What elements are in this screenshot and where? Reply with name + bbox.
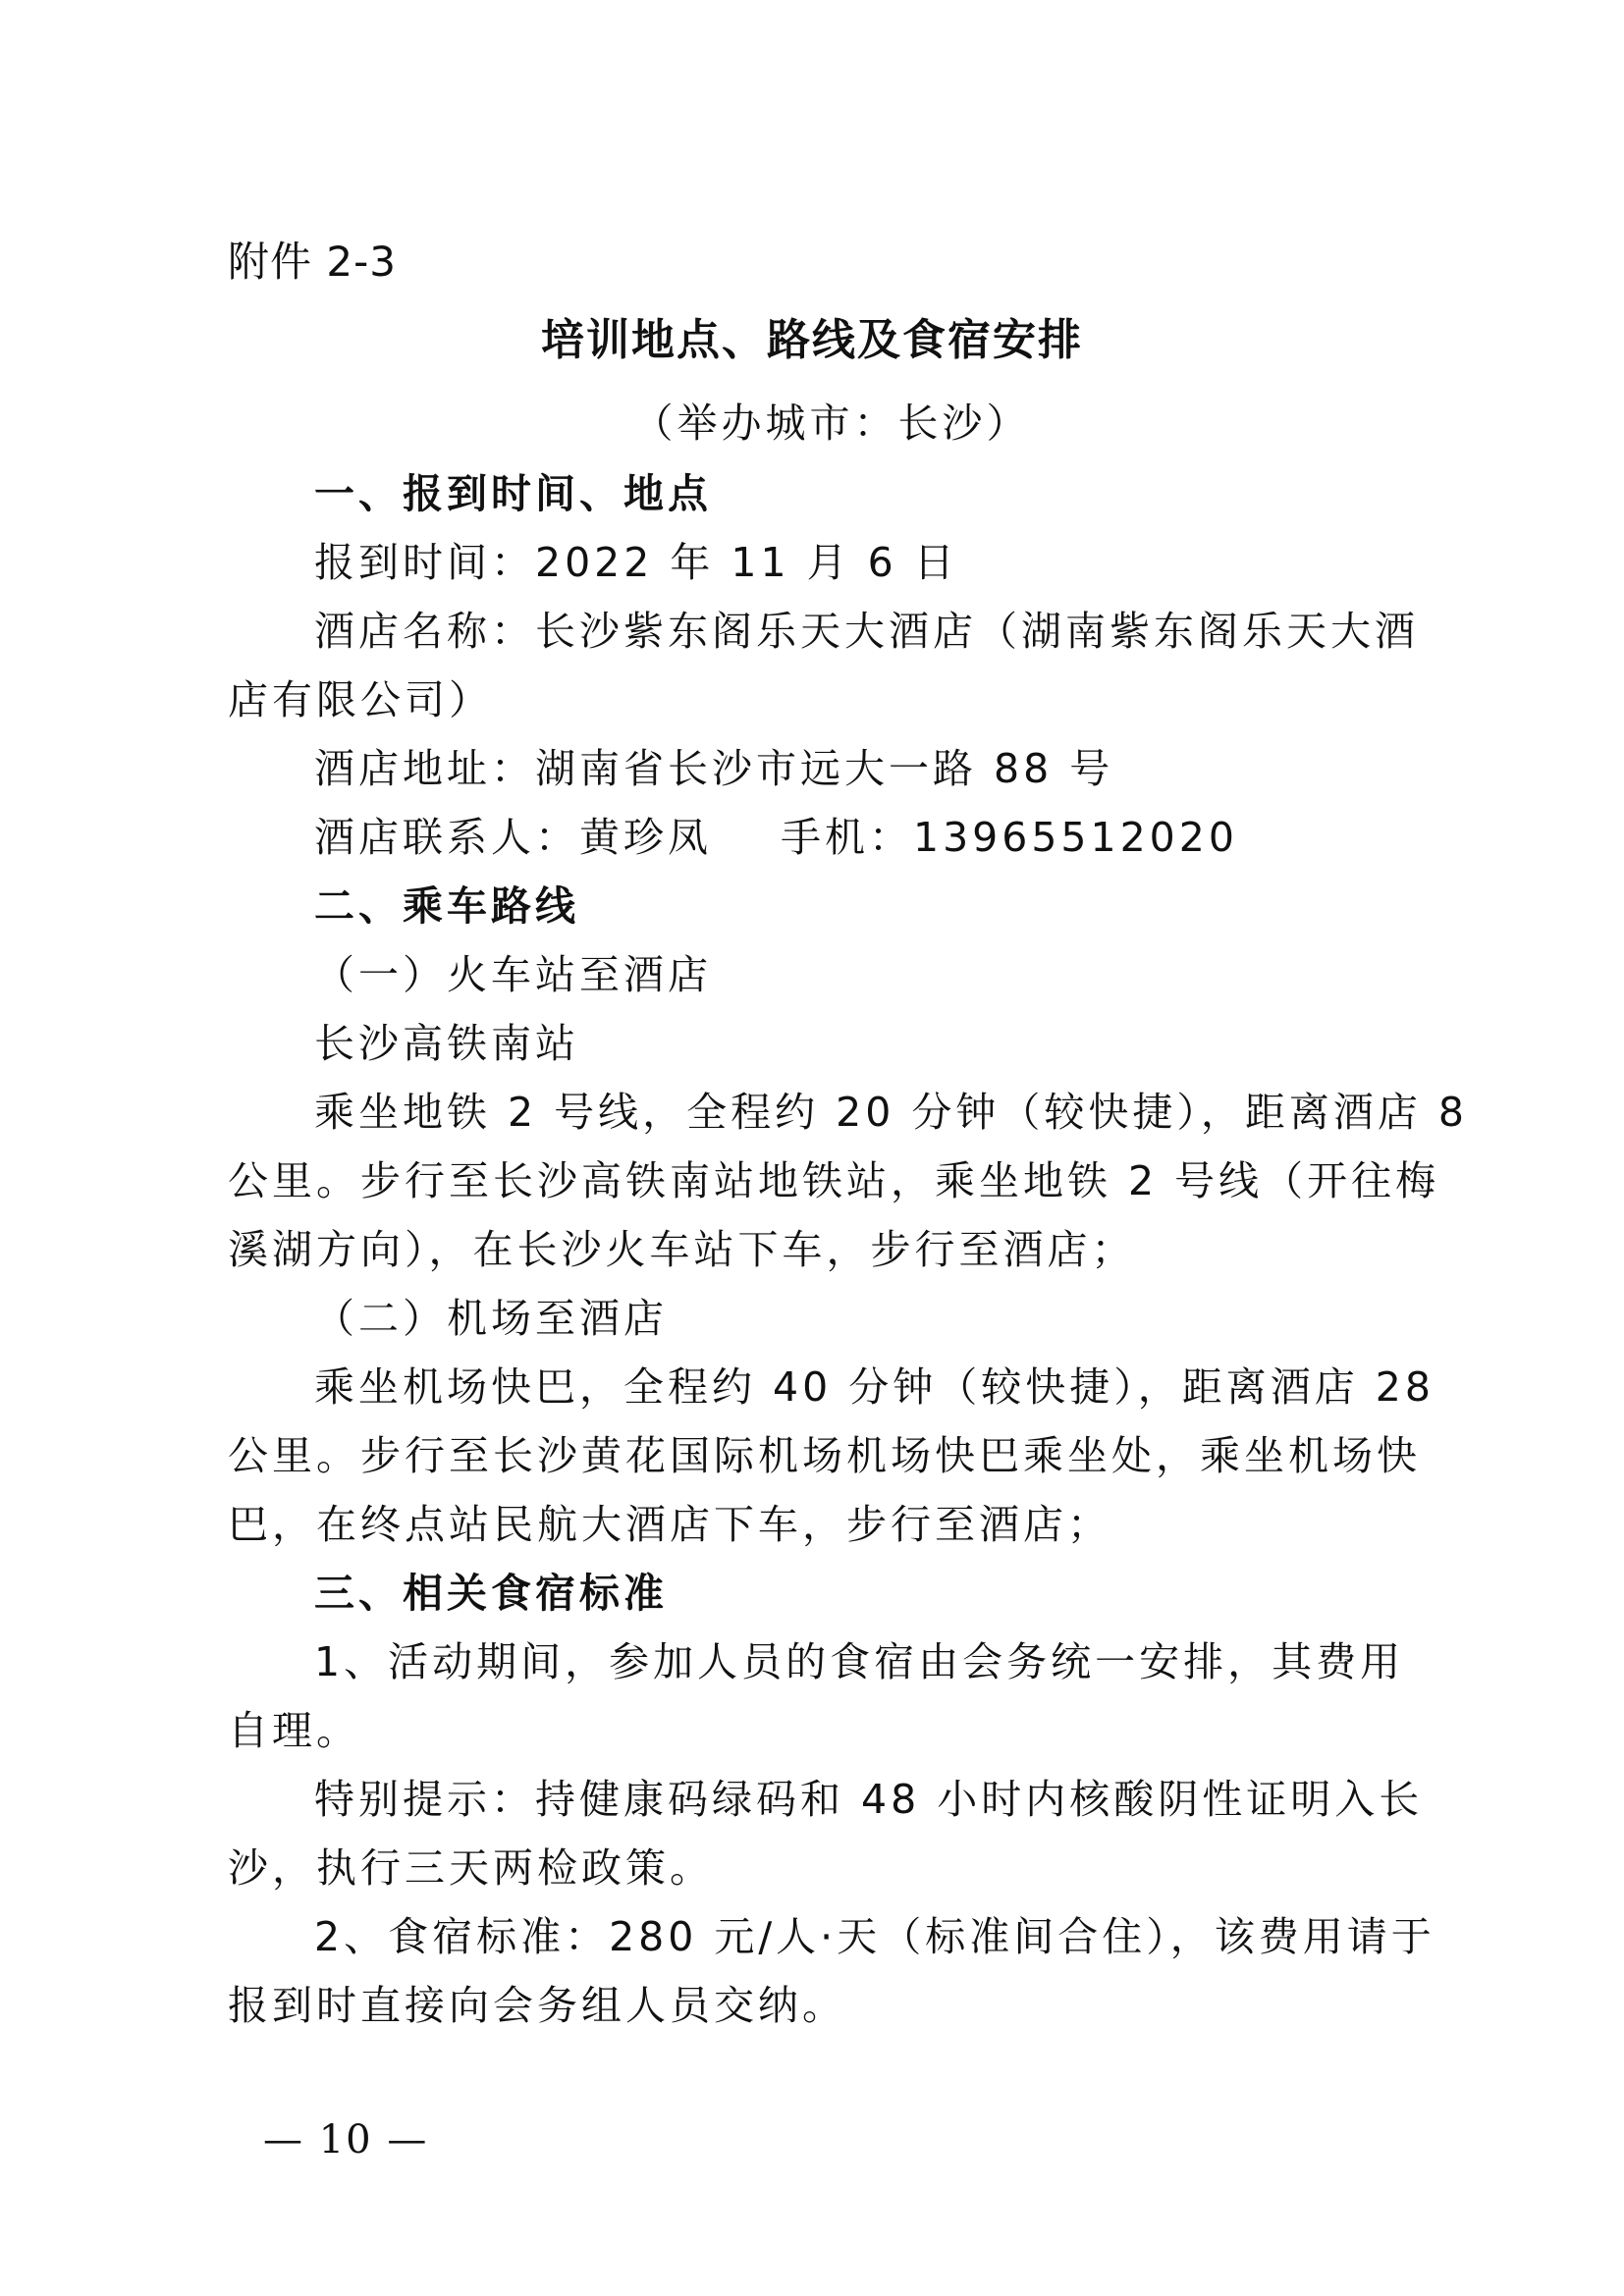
train-route-line3: 溪湖方向），在长沙火车站下车，步行至酒店； (228, 1226, 1136, 1273)
document-subtitle: （举办城市：长沙） (632, 400, 1031, 447)
meal-item1-line2: 自理。 (228, 1707, 360, 1754)
meal-item2-line2: 报到时直接向会务组人员交纳。 (228, 1982, 846, 2029)
train-route-line2: 公里。步行至长沙高铁南站地铁站，乘坐地铁 2 号线（开往梅 (228, 1157, 1440, 1204)
airport-route-line1: 乘坐机场快巴，全程约 40 分钟（较快捷），距离酒店 28 (314, 1363, 1435, 1411)
attachment-label: 附件 2-3 (228, 238, 397, 286)
meal-item1-line1: 1、活动期间，参加人员的食宿由会务统一安排，其费用 (314, 1638, 1405, 1685)
contact-person: 酒店联系人：黄珍凤 (314, 814, 712, 861)
meal-item2-line1: 2、食宿标准：280 元/人·天（标准间合住），该费用请于 (314, 1913, 1435, 1960)
hotel-address: 酒店地址：湖南省长沙市远大一路 88 号 (314, 745, 1114, 792)
airport-route-heading: （二）机场至酒店 (314, 1295, 668, 1342)
section1-heading: 一、报到时间、地点 (314, 470, 712, 517)
hotel-contact (314, 803, 1492, 872)
document-title: 培训地点、路线及食宿安排 (541, 315, 1083, 365)
train-station-name: 长沙高铁南站 (314, 1020, 579, 1067)
airport-route-line3: 巴，在终点站民航大酒店下车，步行至酒店； (228, 1501, 1111, 1548)
section2-heading: 二、乘车路线 (314, 882, 579, 930)
hotel-name-line1: 酒店名称：长沙紫东阁乐天大酒店（湖南紫东阁乐天大酒 (314, 608, 1419, 655)
hotel-name-line2: 店有限公司） (228, 676, 493, 723)
train-route-heading: （一）火车站至酒店 (314, 951, 712, 998)
page-number: — 10 — (263, 2117, 429, 2163)
special-notice-line2: 沙，执行三天两检政策。 (228, 1844, 714, 1892)
contact-phone: 手机：13965512020 (781, 814, 1238, 861)
special-notice-line1: 特别提示：持健康码绿码和 48 小时内核酸阴性证明入长 (314, 1776, 1424, 1823)
airport-route-line2: 公里。步行至长沙黄花国际机场机场快巴乘坐处，乘坐机场快 (228, 1432, 1421, 1479)
section3-heading: 三、相关食宿标准 (314, 1570, 668, 1617)
report-time: 报到时间：2022 年 11 月 6 日 (314, 539, 958, 586)
train-route-line1: 乘坐地铁 2 号线，全程约 20 分钟（较快捷），距离酒店 8 (314, 1089, 1469, 1136)
